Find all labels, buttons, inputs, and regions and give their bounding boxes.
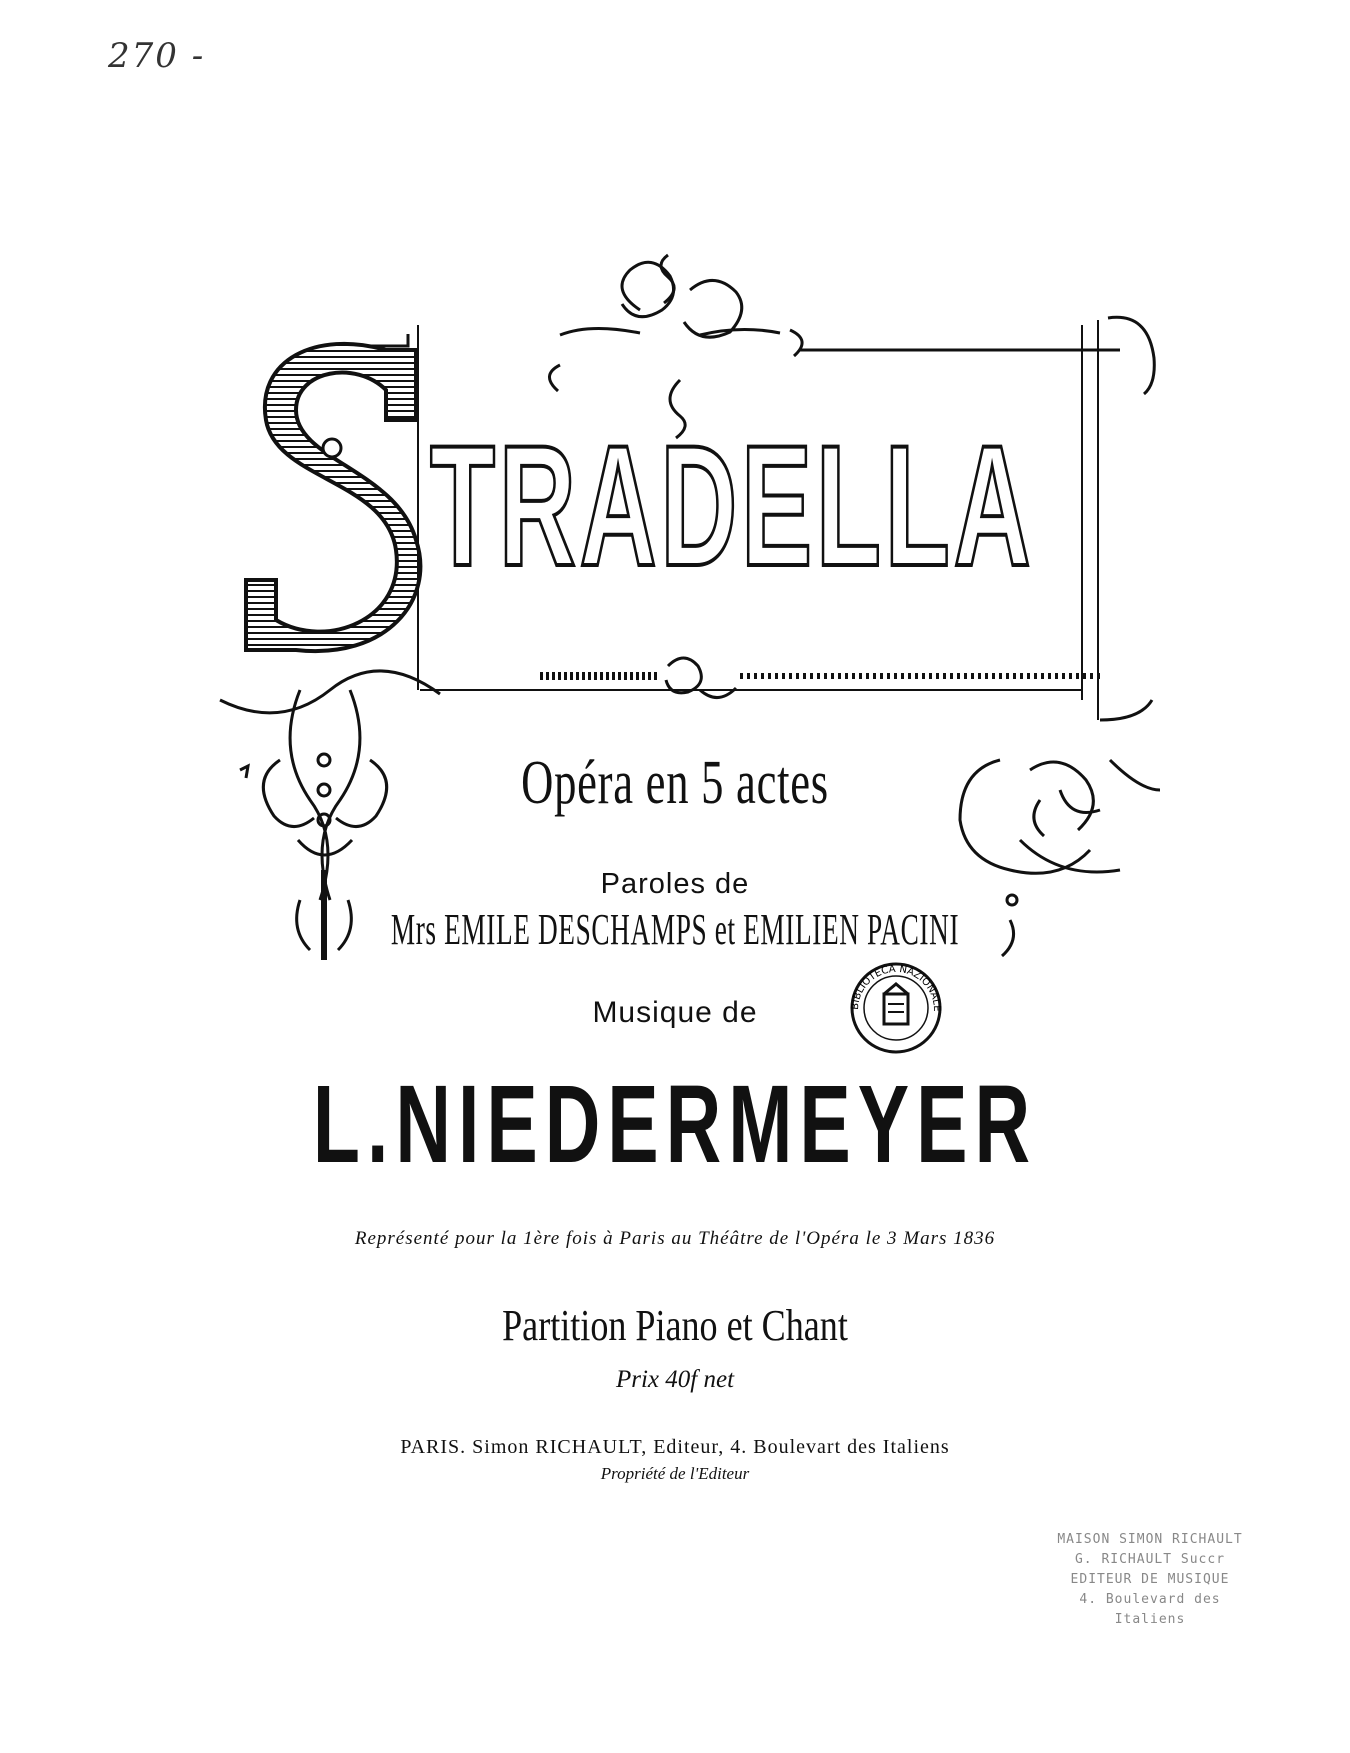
price: Prix 40f net <box>615 1366 735 1393</box>
librettists: Mrs EMILE DESCHAMPS et EMILIEN PACINI <box>390 905 960 954</box>
score-type: Partition Piano et Chant <box>502 1301 848 1350</box>
dealer-stamp-line: G. RICHAULT Succr <box>1074 1552 1226 1567</box>
music-by-label: Musique de <box>592 996 758 1029</box>
title-initial-ornamented <box>236 330 436 660</box>
title: TRADELLA <box>430 410 1035 602</box>
dealer-stamp <box>1040 1530 1260 1630</box>
title-initial <box>236 330 237 331</box>
lyrics-by-label: Paroles de <box>600 868 750 900</box>
shelf-mark: 270 - <box>108 36 206 76</box>
premiere-note: Représenté pour la 1ère fois à Paris au Théâtre de l'Opéra le 3 Mars 1836 <box>354 1228 996 1249</box>
dealer-stamp-line: MAISON SIMON RICHAULT <box>1057 1532 1243 1547</box>
library-stamp-text: BIBLIOTECA NAZIONALE <box>849 963 943 1012</box>
library-stamp <box>848 960 944 1056</box>
dealer-stamp-line: 4. Boulevard des Italiens <box>1079 1592 1221 1627</box>
publisher-line: PARIS. Simon RICHAULT, Editeur, 4. Boulevart des Italiens <box>400 1436 950 1458</box>
composer-name: L.NIEDERMEYER <box>312 1063 1038 1186</box>
dealer-stamp-line: EDITEUR DE MUSIQUE <box>1070 1572 1230 1587</box>
publisher-rights: Propriété de l'Editeur <box>600 1464 750 1483</box>
subtitle: Opéra en 5 actes <box>521 749 829 817</box>
